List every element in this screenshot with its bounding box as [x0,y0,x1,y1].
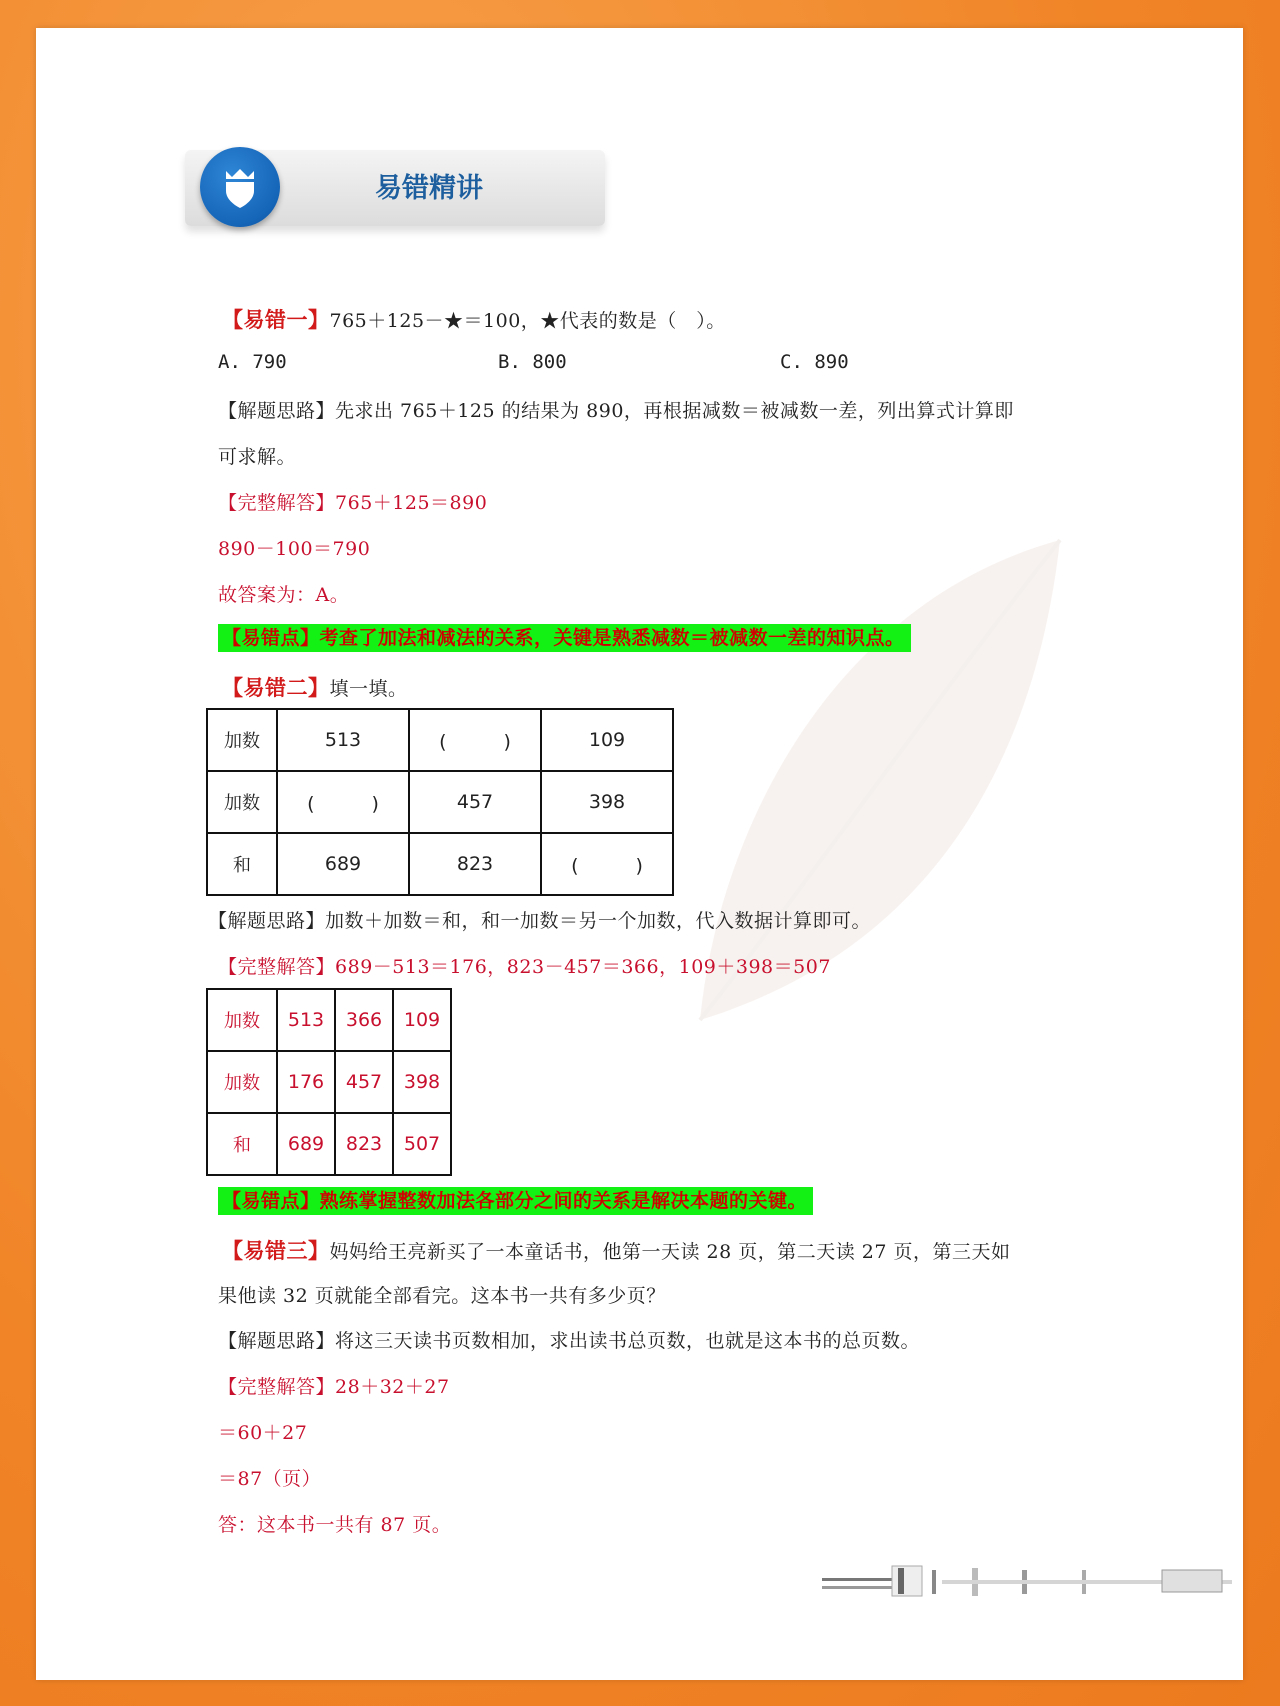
q1-answer-1: 765＋125＝890 [335,492,488,514]
q1-tag: 【易错一】 [222,307,330,332]
q3-answer-2: ＝60＋27 [218,1422,308,1444]
q3-tag: 【易错三】 [222,1238,330,1263]
q2-answer-tag: 【完整解答】 [218,956,336,978]
table-cell: 加数 [207,709,277,771]
q1-question: 765＋125－★＝100，★代表的数是（ ）。 [329,310,726,332]
q1-answer-2: 890－100＝790 [218,538,371,560]
q2-thinking-line [208,906,871,933]
table-cell: 689 [277,833,409,895]
table-cell: 513 [277,989,335,1051]
q1-thinking-1: 先求出 765＋125 的结果为 890，再根据减数＝被减数一差，列出算式计算即 [335,400,1014,422]
blank-cell[interactable]: ( ) [541,833,673,895]
table-cell: 513 [277,709,409,771]
q3-question-line [222,1235,1011,1265]
barcode-stamp [822,1560,1242,1600]
table-cell: 823 [409,833,541,895]
table-row [207,771,673,833]
q2-answer-table [206,988,452,1176]
q2-thinking: 加数＋加数＝和，和一加数＝另一个加数，代入数据计算即可。 [325,910,872,932]
q2-question: 填一填。 [329,678,408,700]
table-cell: 507 [393,1113,451,1175]
table-row [207,709,673,771]
q2-thinking-tag: 【解题思路】 [208,910,326,932]
table-row [207,989,451,1051]
q1-question-line [222,304,726,334]
table-cell: 109 [393,989,451,1051]
q3-answer-3: ＝87（页） [218,1468,322,1490]
q2-tag: 【易错二】 [222,675,330,700]
table-row [207,833,673,895]
q3-answer-1: 28＋32＋27 [335,1376,450,1398]
q3-answer-tag: 【完整解答】 [218,1376,336,1398]
crown-shield-icon [200,147,280,227]
q1-thinking-line-2: 可求解。 [218,446,297,468]
table-cell: 457 [335,1051,393,1113]
blank-cell[interactable]: ( ) [277,771,409,833]
table-cell: 823 [335,1113,393,1175]
q2-fill-table [206,708,674,896]
q1-answer-3: 故答案为：A。 [218,584,350,606]
table-cell: 加数 [207,989,277,1051]
section-title: 易错精讲 [375,173,483,204]
q1-error-point [218,623,911,650]
table-cell: 689 [277,1113,335,1175]
q3-thinking: 将这三天读书页数相加，求出读书总页数，也就是这本书的总页数。 [335,1330,921,1352]
table-cell: 和 [207,1113,277,1175]
table-cell: 109 [541,709,673,771]
q2-answer: 689－513＝176，823－457＝366，109＋398＝507 [335,956,831,978]
q1-answer-tag: 【完整解答】 [218,492,336,514]
q2-question-line [222,672,408,702]
table-row [207,1113,451,1175]
q3-thinking-tag: 【解题思路】 [218,1330,336,1352]
q1-option-b: B. 800 [498,351,567,373]
table-cell: 加数 [207,1051,277,1113]
q3-answer-4: 答：这本书一共有 87 页。 [218,1514,452,1536]
q3-thinking-line [218,1326,920,1353]
q1-answer-line [218,488,487,515]
q3-question-1: 妈妈给王亮新买了一本童话书，他第一天读 28 页，第二天读 27 页，第三天如 [329,1241,1011,1263]
q1-thinking-tag: 【解题思路】 [218,400,336,422]
q1-thinking-line [218,396,1014,423]
table-cell: 加数 [207,771,277,833]
q1-option-c: C. 890 [780,351,849,373]
q3-answer-line [218,1372,450,1399]
table-row [207,1051,451,1113]
q3-question-2: 果他读 32 页就能全部看完。这本书一共有多少页？ [218,1285,666,1307]
q1-point-highlight: 【易错点】考查了加法和减法的关系，关键是熟悉减数＝被减数一差的知识点。 [218,624,911,652]
q1-option-a: A. 790 [218,351,287,373]
table-cell: 457 [409,771,541,833]
table-cell: 366 [335,989,393,1051]
blank-cell[interactable]: ( ) [409,709,541,771]
table-cell: 和 [207,833,277,895]
q2-error-point [218,1186,813,1213]
table-cell: 176 [277,1051,335,1113]
q2-answer-line [218,952,831,979]
table-cell: 398 [541,771,673,833]
q2-point-highlight: 【易错点】熟练掌握整数加法各部分之间的关系是解决本题的关键。 [218,1187,813,1215]
table-cell: 398 [393,1051,451,1113]
